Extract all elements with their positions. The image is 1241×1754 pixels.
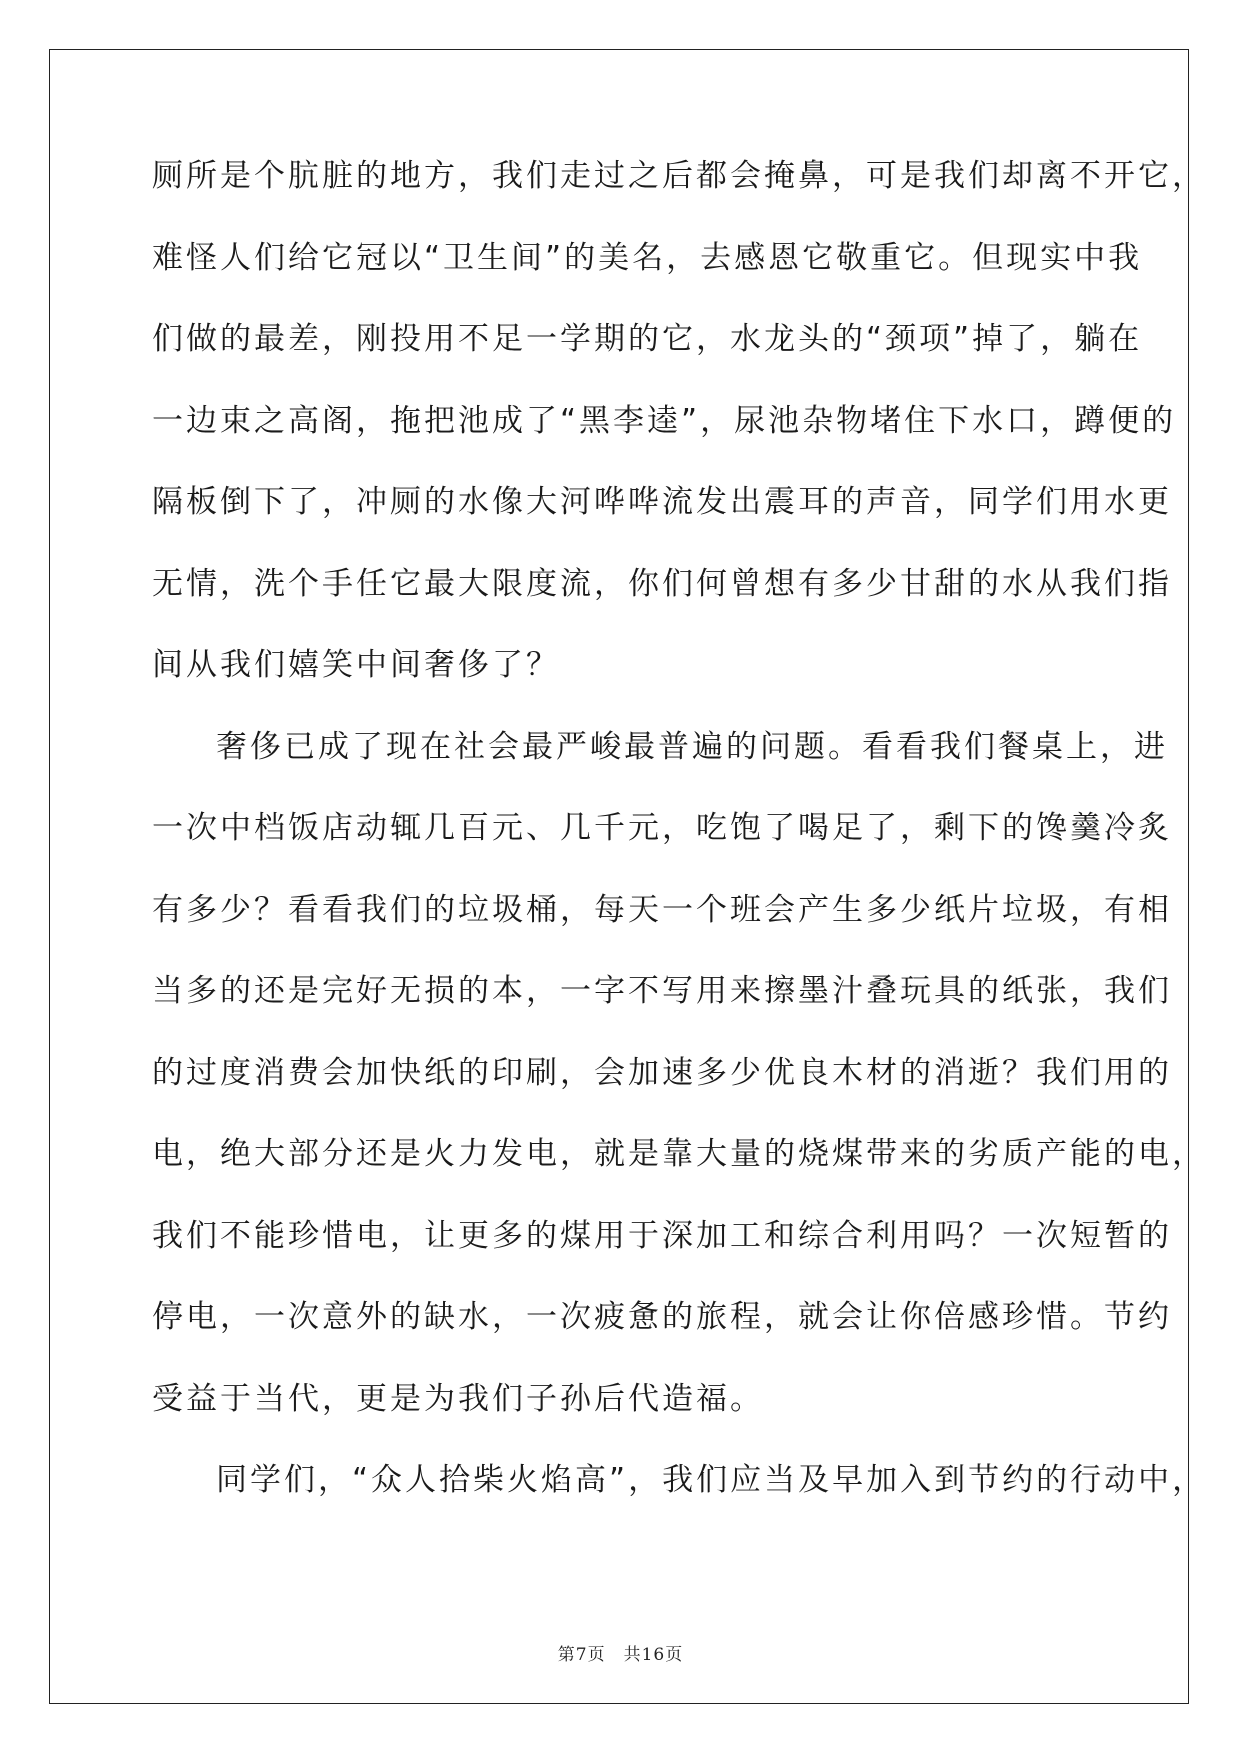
text-line: 我们不能珍惜电，让更多的煤用于深加工和综合利用吗？一次短暂的 (152, 1217, 1172, 1254)
text-line: 间从我们嬉笑中间奢侈了？ (152, 647, 560, 683)
text-line: 一边束之高阁，拖把池成了“黑李逵”，尿池杂物堵住下水口，蹲便的 (152, 402, 1177, 439)
text-line: 厕所是个肮脏的地方，我们走过之后都会掩鼻，可是我们却离不开它， (152, 158, 1206, 194)
text-line: 无情，洗个手任它最大限度流，你们何曾想有多少甘甜的水从我们指 (152, 565, 1172, 602)
page-footer (0, 1640, 1241, 1665)
text-line: 停电，一次意外的缺水，一次疲惫的旅程，就会让你倍感珍惜。节约 (152, 1299, 1172, 1335)
page-number: 第7页 (557, 1645, 606, 1665)
text-line: 一次中档饭店动辄几百元、几千元，吃饱了喝足了，剩下的馋羹冷炙 (152, 810, 1172, 846)
document-body (152, 148, 1207, 1534)
page-total: 共16页 (623, 1645, 684, 1665)
text-line: 们做的最差，刚投用不足一学期的它，水龙头的“颈项”掉了，躺在 (152, 321, 1143, 357)
text-line: 有多少？看看我们的垃圾桶，每天一个班会产生多少纸片垃圾，有相 (152, 891, 1172, 928)
text-line: 隔板倒下了，冲厕的水像大河哗哗流发出震耳的声音，同学们用水更 (152, 484, 1172, 520)
text-line: 电，绝大部分还是火力发电，就是靠大量的烧煤带来的劣质产能的电， (152, 1136, 1206, 1172)
paragraph-start-line: 同学们，“众人拾柴火焰高”，我们应当及早加入到节约的行动中， (216, 1462, 1207, 1498)
text-line: 的过度消费会加快纸的印刷，会加速多少优良木材的消逝？我们用的 (152, 1054, 1172, 1091)
text-line: 难怪人们给它冠以“卫生间”的美名，去感恩它敬重它。但现实中我 (152, 239, 1143, 276)
text-line: 受益于当代，更是为我们子孙后代造福。 (152, 1380, 764, 1417)
paragraph-start-line: 奢侈已成了现在社会最严峻最普遍的问题。看看我们餐桌上，进 (216, 728, 1168, 765)
text-line: 当多的还是完好无损的本，一字不写用来擦墨汁叠玩具的纸张，我们 (152, 973, 1172, 1009)
